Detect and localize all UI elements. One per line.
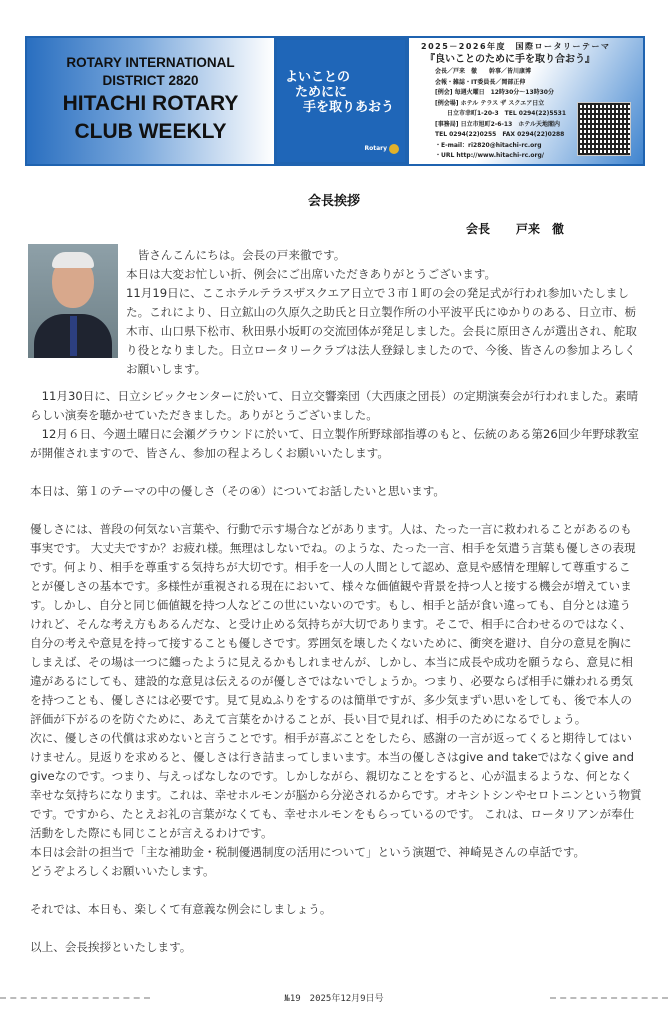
theme-card-line: よいことの: [285, 70, 351, 85]
paragraph: 優しさには、普段の何気ない言葉や、行動で示す場合などがあります。人は、たった一言に救われることがあるのも事実です。 大丈夫ですか？お疲れ様。無理はしないでね。のような、たった一言、相手を気遣う言葉も優しさの表現です。何より、相手を尊重する気持ちが大切です。相手を一人の人間として認め、意見や感情を理解して尊重することが優しさの基本です。多様性が重視される現在において、様々な価値観や背景を持つ人と接する機会が増えています。しかし、自分と同じ価値観を持つ人などこの世にいないのです。もし、相手と話が食い違っても、自分とは違うけれど、そんな考え方もあるんだな、と受け止める気持ちが大切であります。そこで、相手に合わせるのではなく、自分の考えや意見を持って接することも優しさです。雰囲気を壊したくないために、衝突を避け、自分の意見を胸にしまえば、その場は一つに纏ったように見えるかもしれませんが、しかし、本当に成長や成功を願うなら、意見に相違があるにしても、建設的な意見は伝えるのが優しさではないでしょうか。つまり、必要ならば相手に嫌われる勇気を持つことも、優しさには必要です。見て見ぬふりをするのは簡単ですが、多少気まずい思いをしても、後で本人の評価が下がるのを防ぐために、あえて言葉をかけることが、長い目で見れば、相手のためになるでしょう。: [30, 522, 636, 726]
paragraph: 次に、優しさの代償は求めないと言うことです。相手が喜ぶことをしたら、感謝の一言が返ってくると期待してはいけません。見返りを求めると、優しさは行き詰まってしまいます。本当の優しさはgive and takeではなくgive and giveなのです。つまり、与えっぱなしなのです。しかしながら、親切なことをすると、心が温まるような、何となく幸せな気持ちになります。これは、幸せホルモンが脳から分泌されるからです。オキシトシンやセロトニンという物質です。ですから、たとえお礼の言葉がなくても、幸せホルモンをもらっているのです。 これは、ロータリアンが奉仕活動をした際にも同じことが言えるわけです。: [30, 731, 642, 840]
intro-text: [126, 246, 641, 379]
paragraph: 11月19日に、ここホテルテラスザスクエア日立で３市１町の会の発足式が行われ参加いたしました。これにより、日立鉱山の久原久之助氏と日立製作所の小平波平氏にゆかりのある、日立市、栃木市、山口県下松市、秋田県小坂町の交流団体が発足しました。会長に原田さんが選出され、舵取り役となりました。日立ロータリークラブは法人登録しましたので、今後、皆さんの参加よろしくお願いします。: [126, 286, 637, 376]
blank-line: [30, 463, 642, 482]
info-line: [例会場] ホテル テラス ザ スクエア日立: [435, 99, 545, 107]
author-name: 戸来 徹: [516, 222, 565, 236]
rotary-wheel-icon: [389, 144, 399, 154]
issue-number-date: №19 2025年12月9日号: [284, 994, 384, 1004]
theme: 『良いことのために手を取り合おう』: [425, 53, 595, 65]
info-line: 会報・雑誌・IT委員長／岡部正伸: [435, 78, 526, 86]
author-role: 会長: [466, 222, 491, 236]
year-theme: 2025－2026年度 国際ロータリーテーマ: [421, 42, 611, 51]
theme-card-line: ためにに: [295, 85, 348, 100]
title-line-4: CLUB WEEKLY: [74, 120, 227, 143]
theme-card: [277, 40, 405, 162]
club-info-block: [409, 38, 643, 164]
paragraph: 11月30日に、日立シビックセンターに於いて、日立交響楽団（大西康之団長）の定期演奏会が行われました。素晴らしい演奏を聴かせていただきました。ありがとうございました。: [30, 389, 639, 422]
url-line: ・URL http://www.hitachi-rc.org/: [435, 152, 544, 159]
blank-line: [30, 919, 642, 938]
masthead-banner: [25, 36, 645, 166]
paragraph: 本日は大変お忙しい折、例会にご出席いただきありがとうございます。: [126, 267, 497, 281]
footer-divider-right: [550, 997, 668, 999]
paragraph: それでは、本日も、楽しくて有意義な例会にしましょう。: [30, 902, 332, 916]
blank-line: [30, 881, 642, 900]
email-line: ・E-mail：ri2820@hitachi-rc.org: [435, 141, 542, 149]
info-line: 会長／戸来 徹 幹事／皆川康博: [435, 68, 532, 75]
paragraph: 本日は、第１のテーマの中の優しさ（その④）についてお話したいと思います。: [30, 484, 446, 498]
paragraph: 本日は会計の担当で「主な補助金・税制優遇制度の活用について」という演題で、神崎晃さんの卓話です。: [30, 845, 586, 859]
president-photo: [28, 244, 118, 358]
info-line: 日立市幸町1-20-3 TEL 0294(22)5531: [435, 110, 567, 117]
club-title-block: [27, 38, 274, 164]
article-title: 会長挨拶: [307, 194, 360, 209]
main-text: [30, 387, 642, 957]
rotary-logo: Rotary: [364, 141, 399, 156]
article-author: [466, 220, 564, 237]
paragraph: どうぞよろしくお願いいたします。: [30, 864, 215, 878]
theme-card-line: 手を取りあおう: [303, 100, 395, 115]
paragraph: 以上、会長挨拶といたします。: [30, 940, 192, 954]
paragraph: 12月６日、今週土曜日に会瀬グラウンドに於いて、日立製作所野球部指導のもと、伝統のある第26回少年野球教室が開催されますので、皆さん、参加の程よろしくお願いいたします。: [30, 427, 639, 460]
title-line-2: DISTRICT 2820: [102, 73, 199, 88]
title-line-1: ROTARY INTERNATIONAL: [66, 55, 235, 70]
paragraph: 皆さんこんにちは。会長の戸来徹です。: [126, 248, 346, 262]
info-line: TEL 0294(22)0255 FAX 0294(22)0288: [435, 131, 565, 138]
info-line: [例会] 毎週火曜日 12時30分～13時30分: [435, 89, 554, 96]
info-line: [事務局] 日立市旭町2-6-13 ホテル天地閣内: [435, 120, 560, 128]
blank-line: [30, 501, 642, 520]
qr-code-icon: [577, 102, 631, 156]
title-line-3: HITACHI ROTARY: [62, 92, 239, 115]
